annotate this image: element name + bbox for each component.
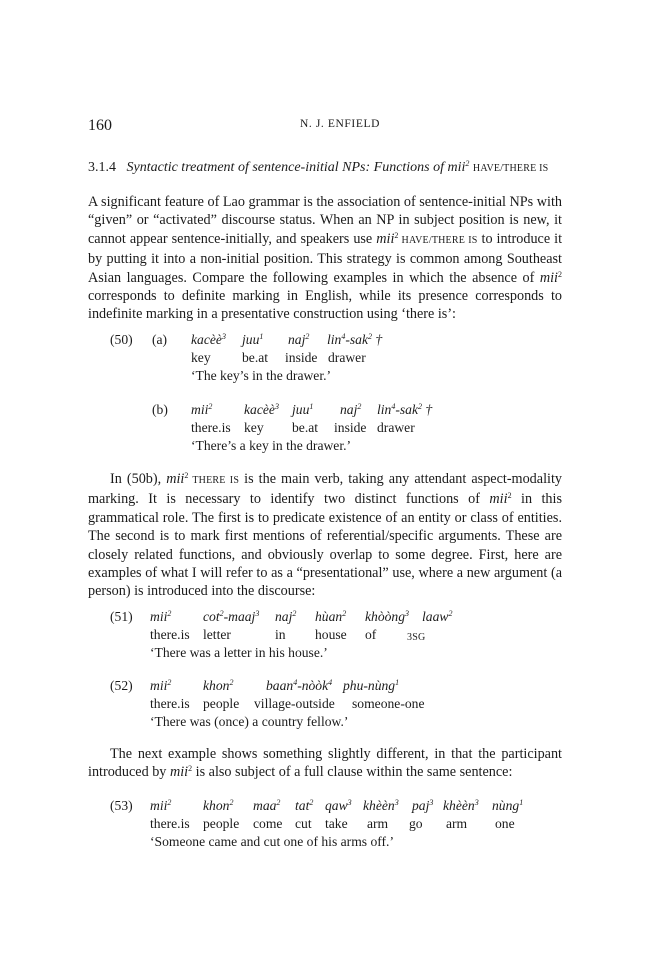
translation: ‘There was (once) a country fellow.’ bbox=[150, 714, 349, 729]
section-title-caps: HAVE/THERE IS bbox=[472, 163, 549, 174]
gloss-word: 3SG bbox=[407, 632, 426, 643]
lao-word: qaw$^3$ bbox=[325, 798, 352, 813]
gloss-word: key bbox=[244, 420, 264, 435]
example-number: (52) bbox=[110, 678, 133, 693]
paragraph-2 bbox=[88, 470, 562, 601]
gloss-word: of bbox=[365, 627, 377, 642]
para2-text-2: is the main verb, taking any attendant aspect-modality marking. It is necessary to identify two distinct functions of bbox=[88, 471, 562, 508]
para2-text-3: in this grammatical role. The first is to predicate existence of an entity or class of entities. The second is to mark first mentions of referential/specific arguments. These are closely related functions, and obviously overlap to some degree. First, here are examples of what I will refer to as a “presentational” use, where a new argument (a person) is introduced into the discourse: bbox=[88, 491, 562, 600]
gloss-word: there.is bbox=[150, 696, 190, 711]
gloss-word: go bbox=[409, 816, 423, 831]
gloss-word: letter bbox=[203, 627, 231, 642]
example-number: (53) bbox=[110, 798, 133, 813]
para2-mii: mii bbox=[166, 471, 185, 487]
para2-text-1: In (50b), bbox=[110, 471, 167, 487]
page-number: 160 bbox=[88, 117, 112, 134]
example-label: (b) bbox=[152, 402, 168, 417]
gloss-line bbox=[150, 626, 570, 644]
lao-word: naj$^2$ bbox=[275, 609, 297, 624]
example-label: (a) bbox=[152, 332, 168, 347]
lao-word: mii$^2$ bbox=[150, 798, 172, 813]
gloss-word: house bbox=[315, 627, 347, 642]
lao-line bbox=[191, 401, 570, 419]
gloss-word: inside bbox=[334, 420, 367, 435]
para1-text-1: A significant feature of Lao grammar is the association of sentence-initial NPs with “given” or “activated” discourse status. When an NP in subject position is new, it cannot appear sentence-initially, and speakers use bbox=[88, 194, 562, 247]
gloss-word: village-outside bbox=[254, 696, 335, 711]
lao-word: juu$^1$ bbox=[292, 402, 314, 417]
lao-word: lin$^4$-sak$^2$ † bbox=[327, 332, 383, 347]
para1-mii: mii bbox=[376, 230, 395, 247]
gloss-word: come bbox=[253, 816, 283, 831]
gloss-word: someone-one bbox=[352, 696, 425, 711]
lao-line bbox=[150, 797, 570, 815]
lao-word: mii$^2$ bbox=[191, 402, 213, 417]
example-52 bbox=[110, 677, 570, 731]
lao-word: mii$^2$ bbox=[150, 609, 172, 624]
gloss-word: cut bbox=[295, 816, 312, 831]
lao-word: baan$^4$-nòòk$^4$ bbox=[266, 678, 333, 693]
lao-word: juu$^1$ bbox=[242, 332, 264, 347]
para2-sup-2: 2 bbox=[507, 491, 512, 501]
gloss-word: in bbox=[275, 627, 286, 642]
gloss-word: arm bbox=[367, 816, 389, 831]
example-50b bbox=[110, 401, 570, 455]
gloss-word: there.is bbox=[150, 627, 190, 642]
gloss-word: there.is bbox=[191, 420, 231, 435]
lao-word: kacèè$^3$ bbox=[244, 402, 279, 417]
lao-word: phu-nùng$^1$ bbox=[343, 678, 400, 693]
lao-word: laaw$^2$ bbox=[422, 609, 453, 624]
translation: ‘There was a letter in his house.’ bbox=[150, 645, 328, 660]
translation: ‘The key’s in the drawer.’ bbox=[191, 368, 332, 383]
gloss-word: people bbox=[203, 696, 240, 711]
para3-text-1: The next example shows something slightly different, in that the participant introduced by bbox=[88, 746, 562, 781]
paragraph-3 bbox=[88, 745, 562, 782]
gloss-word: be.at bbox=[242, 350, 269, 365]
lao-word: khon$^2$ bbox=[203, 798, 234, 813]
gloss-line bbox=[150, 815, 570, 833]
lao-word: paj$^3$ bbox=[412, 798, 434, 813]
example-53 bbox=[110, 797, 570, 851]
gloss-word: people bbox=[203, 816, 240, 831]
gloss-word: drawer bbox=[328, 350, 366, 365]
para3-text-2: is also subject of a full clause within the same sentence: bbox=[192, 764, 513, 781]
para2-caps: THERE IS bbox=[188, 475, 240, 486]
para1-text-2: to introduce it by putting it into a non-initial position. This strategy is common among Southeast Asian languages. Compare the following examples in which the absence of bbox=[88, 230, 563, 286]
lao-word: $\cot^2-maaj^3$ bbox=[203, 609, 260, 624]
para1-mii-2: mii bbox=[539, 269, 558, 286]
example-number: (51) bbox=[110, 609, 133, 624]
gloss-word: one bbox=[495, 816, 515, 831]
gloss-word: drawer bbox=[377, 420, 415, 435]
gloss-line bbox=[191, 419, 570, 437]
lao-line bbox=[191, 331, 570, 349]
gloss-word: take bbox=[325, 816, 348, 831]
para2-sup: 2 bbox=[184, 471, 189, 480]
para1-caps: HAVE/THERE IS bbox=[398, 234, 478, 246]
section-number: 3.1.4 bbox=[88, 160, 116, 175]
gloss-word: arm bbox=[446, 816, 468, 831]
section-title: Syntactic treatment of sentence-initial NPs: Functions of mii bbox=[126, 160, 466, 175]
gloss-word: inside bbox=[285, 350, 318, 365]
section-title-sup: 2 bbox=[465, 159, 470, 168]
translation: ‘There’s a key in the drawer.’ bbox=[191, 438, 352, 453]
gloss-line bbox=[191, 349, 570, 367]
paragraph-1 bbox=[88, 193, 562, 324]
lao-word: naj$^2$ bbox=[340, 402, 362, 417]
para1-text-3: corresponds to definite marking in English, while its presence corresponds to indefinite marking in a presentative construction using ‘there is’: bbox=[88, 288, 562, 323]
example-50a bbox=[110, 331, 570, 385]
gloss-word: be.at bbox=[292, 420, 319, 435]
lao-word: lin$^4$-sak$^2$ † bbox=[377, 402, 433, 417]
translation: ‘Someone came and cut one of his arms off.’ bbox=[150, 834, 394, 849]
section-heading bbox=[88, 160, 568, 176]
example-number: (50) bbox=[110, 332, 133, 347]
lao-word: khèèn$^3$ bbox=[363, 798, 399, 813]
lao-word: naj$^2$ bbox=[288, 332, 310, 347]
lao-word: maa$^2$ bbox=[253, 798, 281, 813]
running-title: N. J. ENFIELD bbox=[300, 118, 380, 130]
example-51 bbox=[110, 608, 570, 662]
lao-word: khèèn$^3$ bbox=[443, 798, 479, 813]
para3-sup: 2 bbox=[188, 764, 193, 774]
lao-line bbox=[150, 608, 570, 626]
para1-sup-2: 2 bbox=[558, 269, 562, 279]
lao-word: hùan$^2$ bbox=[315, 609, 347, 624]
gloss-line bbox=[150, 695, 570, 713]
para2-mii-2: mii bbox=[489, 491, 508, 508]
lao-word: mii$^2$ bbox=[150, 678, 172, 693]
para1-sup: 2 bbox=[394, 230, 399, 240]
para3-mii: mii bbox=[169, 764, 189, 781]
lao-word: tat$^2$ bbox=[295, 798, 314, 813]
lao-word: khòòng$^3$ bbox=[365, 609, 410, 624]
lao-word: khon$^2$ bbox=[203, 678, 234, 693]
lao-word: nùng$^1$ bbox=[492, 798, 524, 813]
lao-line bbox=[150, 677, 570, 695]
gloss-word: key bbox=[191, 350, 211, 365]
gloss-word: there.is bbox=[150, 816, 190, 831]
lao-word: kacèè$^3$ bbox=[191, 332, 226, 347]
